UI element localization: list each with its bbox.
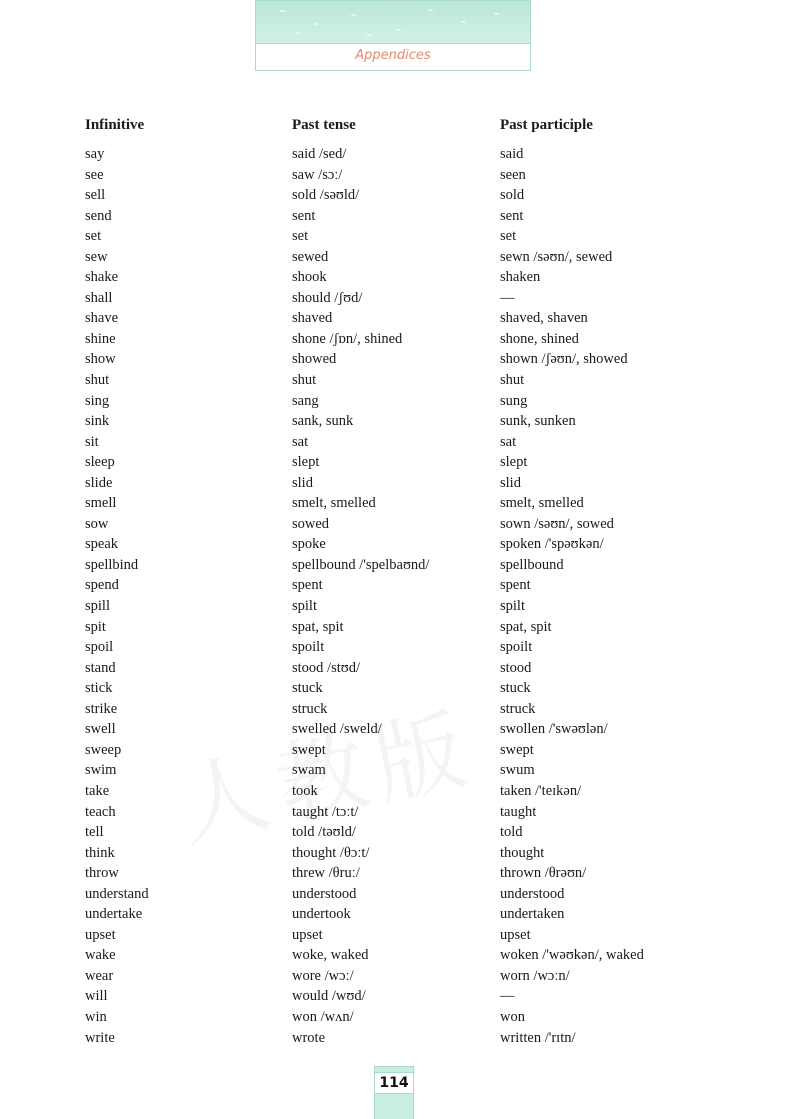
past-tense-cell: spent [292,577,323,594]
past-participle-cell: spoilt [500,639,533,656]
past-participle-cell: sunk, sunken [500,413,576,430]
infinitive-cell: teach [85,803,116,820]
past-tense-cell: took [292,782,318,799]
past-participle-cell: swept [500,741,534,758]
past-tense-cell: should /ʃʊd/ [292,289,363,306]
past-tense-cell: spoilt [292,639,325,656]
infinitive-cell: spellbind [85,556,139,573]
infinitive-cell: tell [85,824,104,841]
past-tense-cell: swam [292,762,326,779]
past-participle-cell: upset [500,926,531,943]
past-participle-cell: — [500,289,515,306]
infinitive-cell: shall [85,289,113,306]
infinitive-cell: spit [85,618,106,635]
infinitive-cell: write [85,1029,115,1046]
past-tense-cell: smelt, smelled [292,495,376,512]
past-tense-cell: spellbound /'spelbaʊnd/ [292,556,430,573]
past-participle-cell: seen [500,166,526,183]
past-participle-cell: thought [500,844,545,861]
infinitive-cell: slide [85,474,113,491]
past-participle-cell: undertaken [500,906,565,923]
infinitive-cell: win [85,1008,107,1025]
past-tense-cell: set [292,228,309,245]
past-participle-cell: thrown /θrəʊn/ [500,865,587,882]
past-tense-cell: spat, spit [292,618,344,635]
past-tense-cell: slid [292,474,313,491]
infinitive-cell: strike [85,700,118,717]
infinitive-cell: sink [85,413,110,430]
past-tense-cell: spoke [292,536,326,553]
infinitive-cell: see [85,166,104,183]
past-tense-cell: sang [292,392,319,409]
past-tense-cell: threw /θruː/ [292,865,360,882]
infinitive-cell: smell [85,495,117,512]
past-participle-cell: sewn /səʊn/, sewed [500,248,613,265]
infinitive-cell: speak [85,536,119,553]
infinitive-cell: swim [85,762,117,779]
infinitive-cell: sing [85,392,110,409]
infinitive-cell: sweep [85,741,122,758]
header-past-participle: Past participle [500,117,593,133]
past-tense-cell: swelled /sweld/ [292,721,382,738]
infinitive-cell: wake [85,947,116,964]
infinitive-cell: wear [85,967,114,984]
past-participle-cell: set [500,228,517,245]
past-participle-cell: struck [500,700,536,717]
infinitive-cell: shine [85,330,116,347]
past-participle-cell: sown /səʊn/, sowed [500,515,614,532]
infinitive-cell: swell [85,721,116,738]
infinitive-cell: think [85,844,115,861]
past-participle-cell: understood [500,885,565,902]
past-tense-cell: woke, waked [292,947,369,964]
past-tense-cell: swept [292,741,326,758]
past-tense-cell: upset [292,926,323,943]
past-tense-cell: saw /sɔː/ [292,166,343,183]
section-title: Appendices [355,48,431,63]
past-participle-cell: swum [500,762,535,779]
past-tense-cell: sold /səʊld/ [292,187,360,204]
past-participle-cell: slid [500,474,521,491]
page-number-tab [374,1066,414,1119]
infinitive-cell: stick [85,680,113,697]
past-participle-cell: taken /'teɪkən/ [500,782,582,799]
past-tense-cell: sat [292,433,309,450]
past-tense-cell: said /sed/ [292,146,347,162]
past-participle-cell: slept [500,454,528,471]
past-participle-cell: sat [500,433,517,450]
infinitive-cell: spill [85,598,110,615]
past-tense-cell: slept [292,454,320,471]
past-participle-cell: spilt [500,598,525,615]
past-participle-cell: shaken [500,269,541,286]
infinitive-cell: spend [85,577,119,594]
header-past-tense: Past tense [292,117,356,133]
past-participle-cell: told [500,824,523,841]
past-participle-cell: swollen /'swəʊlən/ [500,721,608,738]
past-tense-cell: shut [292,372,317,389]
past-tense-cell: thought /θɔːt/ [292,844,370,861]
past-participle-cell: spat, spit [500,618,552,635]
past-participle-cell: taught [500,803,537,820]
past-tense-cell: shook [292,269,327,286]
past-tense-cell: understood [292,885,357,902]
header-decoration [256,1,530,44]
past-tense-cell: won /wʌn/ [292,1008,354,1025]
infinitive-cell: spoil [85,639,114,656]
past-participle-cell: shaved, shaven [500,310,588,327]
infinitive-cell: undertake [85,906,143,923]
past-participle-cell: stood [500,659,532,676]
past-participle-cell: spoken /'spəʊkən/ [500,536,604,553]
infinitive-cell: sleep [85,454,115,471]
infinitive-cell: throw [85,865,119,882]
infinitive-cell: understand [85,885,149,902]
past-participle-cell: shone, shined [500,330,579,347]
past-tense-cell: spilt [292,598,317,615]
infinitive-cell: take [85,782,110,799]
infinitive-cell: shave [85,310,119,327]
past-participle-cell: shut [500,372,525,389]
past-participle-cell: — [500,988,515,1005]
infinitive-cell: sow [85,515,109,532]
past-tense-cell: sewed [292,248,329,265]
past-tense-cell: stuck [292,680,323,697]
past-tense-cell: struck [292,700,328,717]
past-participle-cell: won [500,1008,525,1025]
infinitive-cell: sew [85,248,108,265]
infinitive-cell: set [85,228,102,245]
past-tense-cell: sent [292,207,316,224]
past-participle-cell: said [500,146,524,162]
past-tense-cell: sowed [292,515,330,532]
header-infinitive: Infinitive [85,117,145,133]
past-tense-cell: told /təʊld/ [292,824,356,841]
infinitive-cell: send [85,207,112,224]
past-participle-cell: sung [500,392,528,409]
infinitive-cell: stand [85,659,116,676]
past-tense-cell: taught /tɔːt/ [292,803,359,820]
past-tense-cell: undertook [292,906,351,923]
past-tense-cell: would /wʊd/ [292,988,366,1005]
past-participle-cell: worn /wɔːn/ [500,967,570,984]
past-tense-cell: shaved [292,310,333,327]
past-tense-cell: shone /ʃɒn/, shined [292,330,403,347]
past-participle-cell: woken /'wəʊkən/, waked [500,947,644,964]
infinitive-cell: show [85,351,116,368]
infinitive-cell: shut [85,372,110,389]
header-tab [255,0,531,71]
past-tense-cell: stood /stʊd/ [292,659,360,676]
infinitive-cell: upset [85,926,116,943]
infinitive-cell: shake [85,269,119,286]
past-tense-cell: sank, sunk [292,413,354,430]
infinitive-cell: sell [85,187,106,204]
past-participle-cell: stuck [500,680,531,697]
infinitive-cell: will [85,988,108,1005]
past-tense-cell: wrote [292,1029,326,1046]
past-participle-cell: shown /ʃəʊn/, showed [500,351,628,368]
past-participle-cell: smelt, smelled [500,495,584,512]
infinitive-cell: sit [85,433,99,450]
page-number: 114 [375,1072,413,1094]
past-participle-cell: sold [500,187,525,204]
past-participle-cell: spent [500,577,531,594]
infinitive-cell: say [85,146,105,162]
past-tense-cell: wore /wɔː/ [292,967,354,984]
past-participle-cell: written /'rɪtn/ [500,1029,576,1046]
past-participle-cell: sent [500,207,524,224]
past-participle-cell: spellbound [500,556,564,573]
past-tense-cell: showed [292,351,337,368]
